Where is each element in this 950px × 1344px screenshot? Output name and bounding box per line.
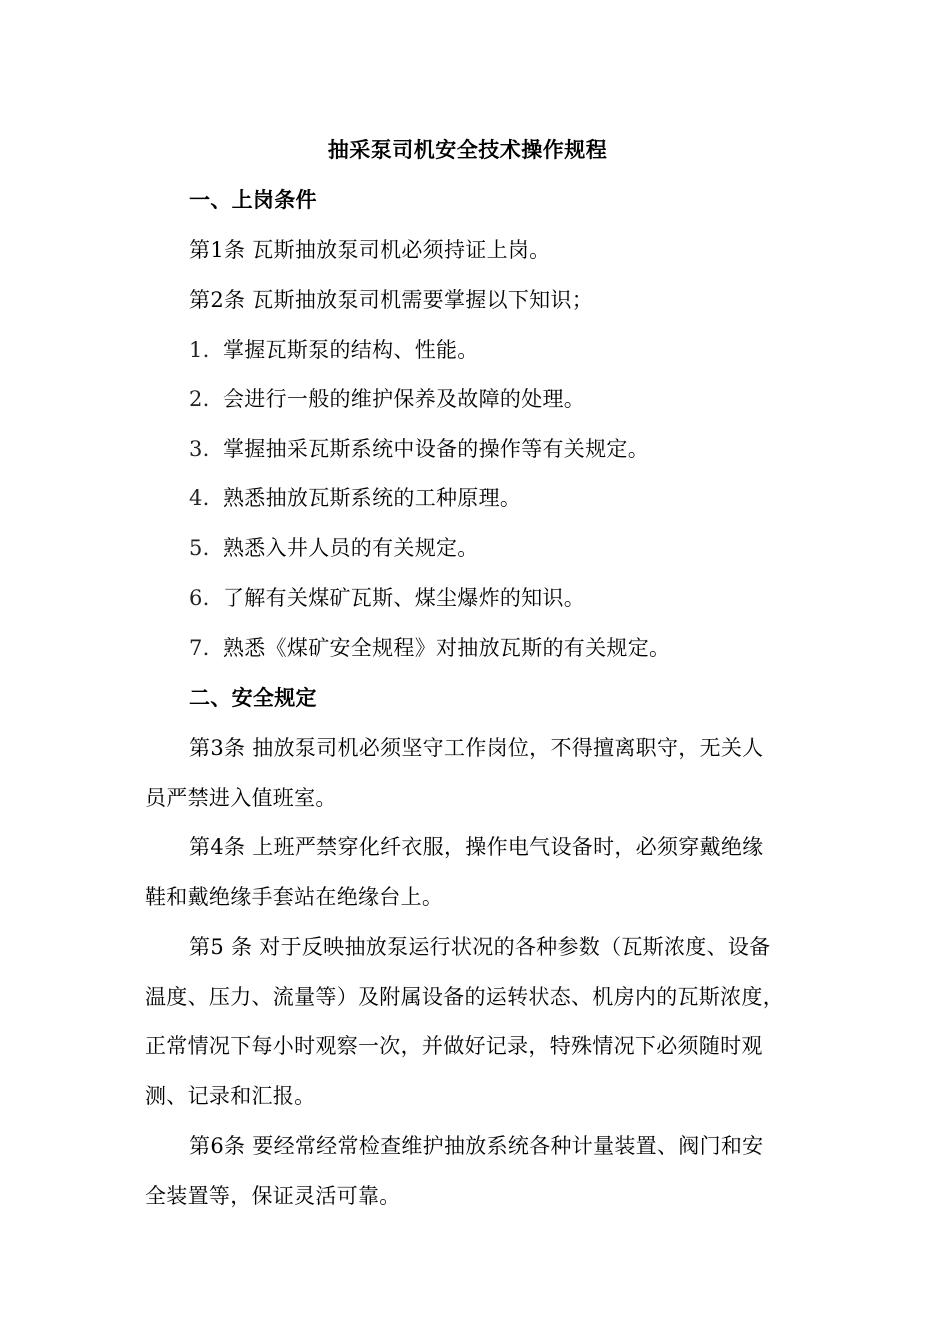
article-suffix: 条 bbox=[223, 238, 246, 262]
list-item bbox=[189, 433, 879, 465]
article-text: 瓦斯抽放泵司机必须持证上岗。 bbox=[252, 238, 551, 262]
article-prefix: 第 bbox=[189, 835, 211, 859]
list-number: 7. bbox=[189, 636, 210, 660]
article-2 bbox=[189, 284, 879, 316]
list-text: 熟悉入井人员的有关规定。 bbox=[223, 536, 479, 560]
document-title: 抽采泵司机安全技术操作规程 bbox=[327, 138, 608, 162]
article-prefix: 第 bbox=[189, 935, 211, 959]
list-item bbox=[189, 383, 879, 415]
article-text: 瓦斯抽放泵司机需要掌握以下知识； bbox=[252, 288, 594, 312]
list-item bbox=[189, 532, 879, 564]
article-5-line-4: 测、记录和汇报。 bbox=[145, 1084, 316, 1108]
article-3-line-2: 员严禁进入值班室。 bbox=[145, 786, 337, 810]
article-1 bbox=[189, 234, 879, 266]
article-5-line-1 bbox=[189, 931, 879, 963]
list-item bbox=[189, 482, 879, 514]
article-number: 1 bbox=[210, 238, 224, 262]
article-suffix: 条 bbox=[223, 835, 246, 859]
article-number: 2 bbox=[210, 288, 224, 312]
list-text: 了解有关煤矿瓦斯、煤尘爆炸的知识。 bbox=[223, 586, 586, 610]
article-suffix: 条 bbox=[230, 935, 253, 959]
list-number: 4. bbox=[189, 486, 210, 510]
article-text: 要经常经常检查维护抽放系统各种计量装置、阀门和安 bbox=[252, 1134, 764, 1158]
list-item bbox=[189, 632, 879, 664]
article-6-line-2: 全装置等，保证灵活可靠。 bbox=[145, 1184, 401, 1208]
article-suffix: 条 bbox=[223, 288, 246, 312]
list-number: 2. bbox=[189, 387, 210, 411]
list-number: 1. bbox=[189, 338, 210, 362]
article-4-line-2: 鞋和戴绝缘手套站在绝缘台上。 bbox=[145, 885, 444, 909]
article-suffix: 条 bbox=[223, 736, 246, 760]
list-item bbox=[189, 334, 879, 366]
article-6-line-1 bbox=[189, 1130, 879, 1162]
list-text: 熟悉抽放瓦斯系统的工种原理。 bbox=[223, 486, 522, 510]
article-prefix: 第 bbox=[189, 238, 211, 262]
list-number: 3. bbox=[189, 437, 210, 461]
list-number: 6. bbox=[189, 586, 210, 610]
article-text: 抽放泵司机必须坚守工作岗位，不得擅离职守，无关人 bbox=[252, 736, 764, 760]
list-text: 熟悉《煤矿安全规程》对抽放瓦斯的有关规定。 bbox=[223, 636, 671, 660]
article-4-line-1 bbox=[189, 831, 879, 863]
article-suffix: 条 bbox=[223, 1134, 246, 1158]
article-text: 上班严禁穿化纤衣服，操作电气设备时，必须穿戴绝缘 bbox=[252, 835, 764, 859]
article-number: 4 bbox=[210, 835, 224, 859]
article-number: 6 bbox=[210, 1134, 224, 1158]
article-number: 5 bbox=[210, 935, 224, 959]
section-heading-1: 一、上岗条件 bbox=[189, 188, 317, 212]
section-heading-2: 二、安全规定 bbox=[189, 686, 317, 710]
article-3-line-1 bbox=[189, 732, 879, 764]
article-5-line-2: 温度、压力、流量等）及附属设备的运转状态、机房内的瓦斯浓度， bbox=[145, 985, 784, 1009]
article-5-line-3: 正常情况下每小时观察一次，并做好记录，特殊情况下必须随时观 bbox=[145, 1034, 763, 1058]
article-number: 3 bbox=[210, 736, 224, 760]
list-number: 5. bbox=[189, 536, 210, 560]
list-text: 会进行一般的维护保养及故障的处理。 bbox=[223, 387, 586, 411]
article-text: 对于反映抽放泵运行状况的各种参数（瓦斯浓度、设备 bbox=[259, 935, 771, 959]
article-prefix: 第 bbox=[189, 288, 211, 312]
article-prefix: 第 bbox=[189, 1134, 211, 1158]
article-prefix: 第 bbox=[189, 736, 211, 760]
list-item bbox=[189, 582, 879, 614]
list-text: 掌握瓦斯泵的结构、性能。 bbox=[223, 338, 479, 362]
list-text: 掌握抽采瓦斯系统中设备的操作等有关规定。 bbox=[223, 437, 649, 461]
